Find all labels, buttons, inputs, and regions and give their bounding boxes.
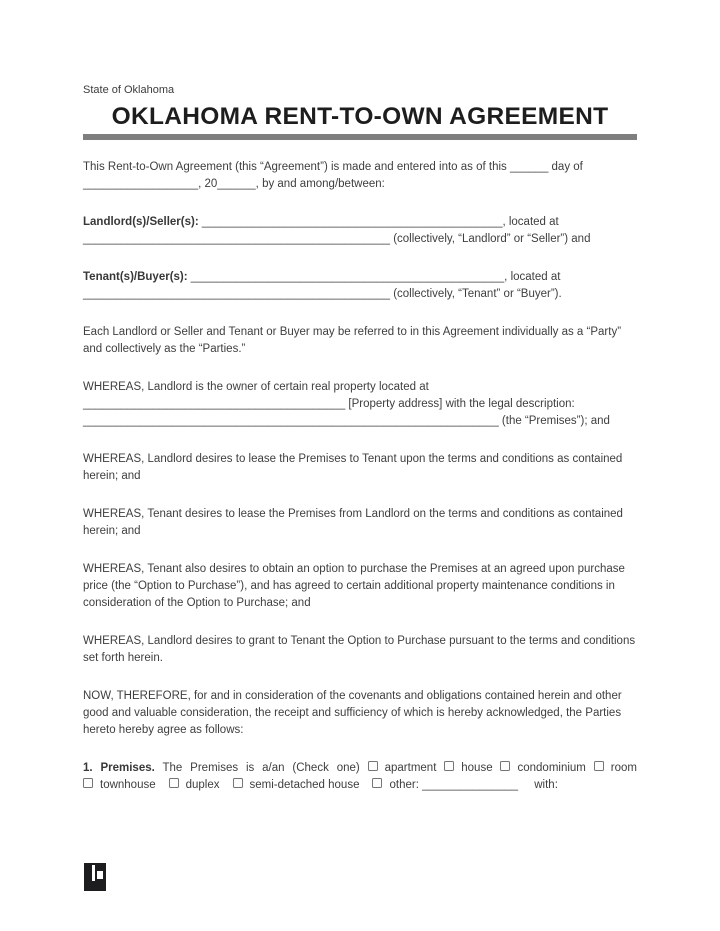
tenant-name-blank: _________________________________________________, located at	[190, 271, 561, 283]
option-label-semi-detached-house: semi-detached house	[249, 779, 360, 791]
intro-line-1: This Rent-to-Own Agreement (this “Agreement”) is made and entered into as of this ______ day of	[83, 161, 583, 173]
now-therefore-clause: NOW, THEREFORE, for and in consideration of the covenants and obligations contained herein and other good and valuable consideration, the receipt and sufficiency of which is hereby acknowledged, the Parties hereto hereby agree as follows:	[83, 690, 622, 736]
tenant-line-2: ________________________________________________ (collectively, “Tenant” or “Buyer”).	[83, 288, 562, 300]
title-underline-bar	[83, 134, 637, 140]
legal-templates-logo-glyph	[84, 863, 106, 891]
landlord-label: Landlord(s)/Seller(s):	[83, 216, 199, 228]
checkbox-condominium[interactable]	[500, 761, 510, 771]
option-label-house: house	[461, 762, 493, 774]
premises-line-2	[83, 777, 637, 794]
premises-option-apartment	[368, 762, 437, 774]
option-label-townhouse: townhouse	[100, 779, 156, 791]
whereas-tenant-lease-clause: WHEREAS, Tenant desires to lease the Premises from Landlord on the terms and conditions as contained herein; and	[83, 508, 623, 537]
other-blank: _______________	[422, 779, 519, 791]
intro-clause	[83, 159, 637, 193]
premises-option-townhouse	[83, 779, 156, 791]
option-label-condominium: condominium	[517, 762, 586, 774]
premises-option-condominium	[500, 762, 585, 774]
premises-tail: with:	[534, 779, 558, 791]
tenant-line-1	[83, 269, 637, 286]
whereas-landlord-lease-clause: WHEREAS, Landlord desires to lease the Premises to Tenant upon the terms and conditions as contained herein; and	[83, 453, 623, 482]
landlord-line-1	[83, 214, 637, 231]
state-label: State of Oklahoma	[83, 84, 175, 96]
premises-lead: The Premises is a/an (Check one)	[162, 762, 360, 774]
checkbox-house[interactable]	[444, 761, 454, 771]
checkbox-apartment[interactable]	[368, 761, 378, 771]
checkbox-duplex[interactable]	[169, 778, 179, 788]
option-label-duplex: duplex	[185, 779, 220, 791]
checkbox-room[interactable]	[594, 761, 604, 771]
checkbox-other[interactable]	[372, 778, 382, 788]
property-address-blank: _________________________________________ [Property address] with the legal description:	[83, 398, 575, 410]
premises-option-duplex	[169, 779, 220, 791]
party-clause: Each Landlord or Seller and Tenant or Buyer may be referred to in this Agreement individually as a “Party” and collectively as the “Parties.”	[83, 326, 622, 355]
landlord-clause	[83, 214, 637, 248]
checkbox-semi-detached-house[interactable]	[233, 778, 243, 788]
checkbox-townhouse[interactable]	[83, 778, 93, 788]
whereas-property-line-1: WHEREAS, Landlord is the owner of certain real property located at	[83, 381, 429, 393]
tenant-clause	[83, 269, 637, 303]
landlord-line-2: ________________________________________________ (collectively, “Landlord” or “Seller”) and	[83, 233, 591, 245]
option-label-room: room	[610, 762, 637, 774]
intro-line-2: __________________, 20______, by and among/between:	[83, 178, 385, 190]
option-label-apartment: apartment	[384, 762, 437, 774]
whereas-option-clause: WHEREAS, Tenant also desires to obtain an option to purchase the Premises at an agreed upon purchase price (the “Option to Purchase”), and has agreed to certain additional property maintenance conditions in consideration of the Option to Purchase; and	[83, 563, 625, 609]
whereas-property-clause	[83, 379, 637, 430]
option-label-other: other:	[389, 779, 419, 791]
landlord-name-blank: _______________________________________________, located at	[201, 216, 559, 228]
tenant-label: Tenant(s)/Buyer(s):	[83, 271, 188, 283]
premises-option-room	[594, 762, 637, 774]
premises-option-house	[444, 762, 492, 774]
page-title: OKLAHOMA RENT-TO-OWN AGREEMENT	[111, 103, 609, 130]
whereas-grant-clause: WHEREAS, Landlord desires to grant to Tenant the Option to Purchase pursuant to the terms and conditions set forth herein.	[83, 635, 636, 664]
premises-heading: 1. Premises.	[83, 762, 155, 774]
premises-section	[83, 760, 637, 794]
legal-description-blank: _________________________________________________________________ (the “Premises”); and	[83, 415, 610, 427]
premises-option-other	[372, 779, 518, 791]
premises-option-semi-detached-house	[233, 779, 360, 791]
legal-templates-logo	[84, 863, 106, 891]
premises-line-1	[83, 760, 637, 777]
